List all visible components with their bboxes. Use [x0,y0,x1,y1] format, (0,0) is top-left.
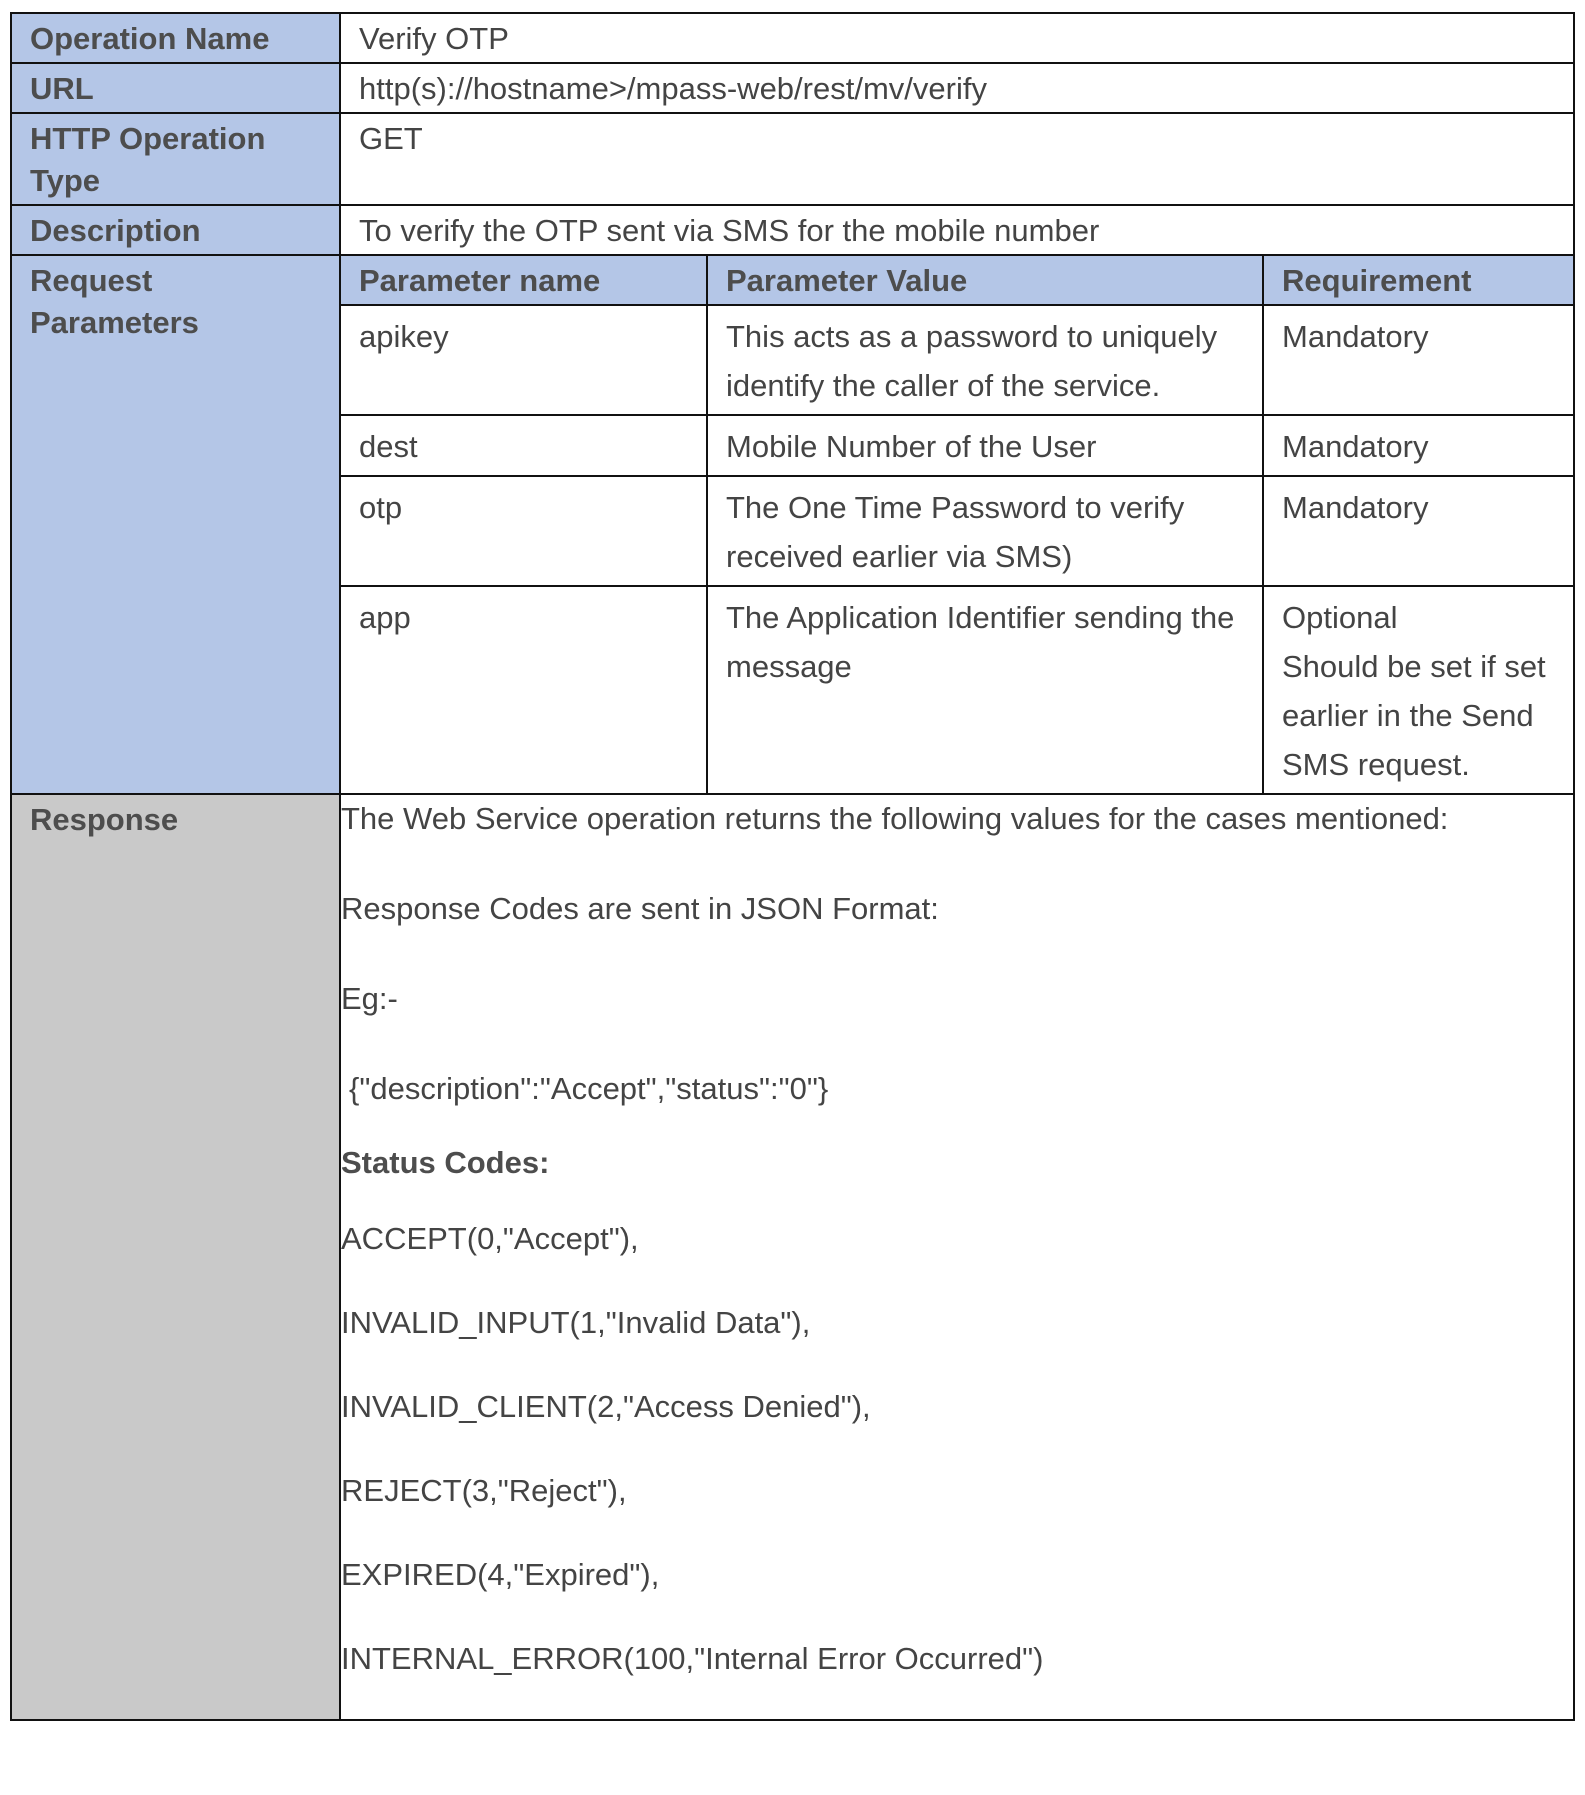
param-requirement: Mandatory [1263,476,1573,586]
header-parameter-value: Parameter Value [707,256,1263,305]
status-code: INVALID_INPUT(1,"Invalid Data"), [341,1305,811,1340]
header-requirement: Requirement [1263,256,1573,305]
parameter-table [341,256,1573,793]
header-parameter-name: Parameter name [341,256,707,305]
operation-name-row [11,13,1574,63]
requirement-status: Optional [1282,600,1398,635]
status-code: REJECT(3,"Reject"), [341,1473,627,1508]
param-requirement: Mandatory [1263,305,1573,415]
param-value: Mobile Number of the User [707,415,1263,476]
table-row [341,415,1573,476]
param-name: app [341,586,707,793]
description-value: To verify the OTP sent via SMS for the mobile number [340,205,1574,255]
parameter-header-row [341,256,1573,305]
param-requirement [1263,586,1573,793]
operation-name-label: Operation Name [11,13,340,63]
response-intro: The Web Service operation returns the following values for the cases mentioned: [341,801,1449,836]
param-value: The Application Identifier sending the message [707,586,1263,793]
table-row [341,476,1573,586]
table-row [341,305,1573,415]
table-row [341,586,1573,793]
description-label: Description [11,205,340,255]
param-name: apikey [341,305,707,415]
response-row [11,794,1574,1720]
param-value: This acts as a password to uniquely identify the caller of the service. [707,305,1263,415]
response-content [340,794,1574,1720]
status-codes-heading: Status Codes: [341,1145,550,1180]
param-name: otp [341,476,707,586]
description-row [11,205,1574,255]
requirement-note: Should be set if set earlier in the Send SMS request. [1282,649,1546,782]
response-example-label: Eg:- [341,981,398,1016]
request-parameters-cell [340,255,1574,794]
http-operation-row [11,113,1574,205]
operation-name-value: Verify OTP [340,13,1574,63]
status-code: ACCEPT(0,"Accept"), [341,1221,639,1256]
url-value: http(s)://hostname>/mpass-web/rest/mv/verify [340,63,1574,113]
param-requirement: Mandatory [1263,415,1573,476]
param-value: The One Time Password to verify received earlier via SMS) [707,476,1263,586]
http-operation-label: HTTP Operation Type [11,113,340,205]
param-name: dest [341,415,707,476]
request-parameters-label: Request Parameters [11,255,340,794]
status-code: INTERNAL_ERROR(100,"Internal Error Occurred") [341,1641,1044,1676]
response-label: Response [11,794,340,1720]
request-parameters-row [11,255,1574,794]
status-code: EXPIRED(4,"Expired"), [341,1557,660,1592]
response-example-json: {"description":"Accept","status":"0"} [349,1071,829,1106]
url-row [11,63,1574,113]
response-format-note: Response Codes are sent in JSON Format: [341,891,939,926]
api-spec-table [10,12,1575,1721]
http-operation-value: GET [340,113,1574,205]
status-code: INVALID_CLIENT(2,"Access Denied"), [341,1389,871,1424]
url-label: URL [11,63,340,113]
